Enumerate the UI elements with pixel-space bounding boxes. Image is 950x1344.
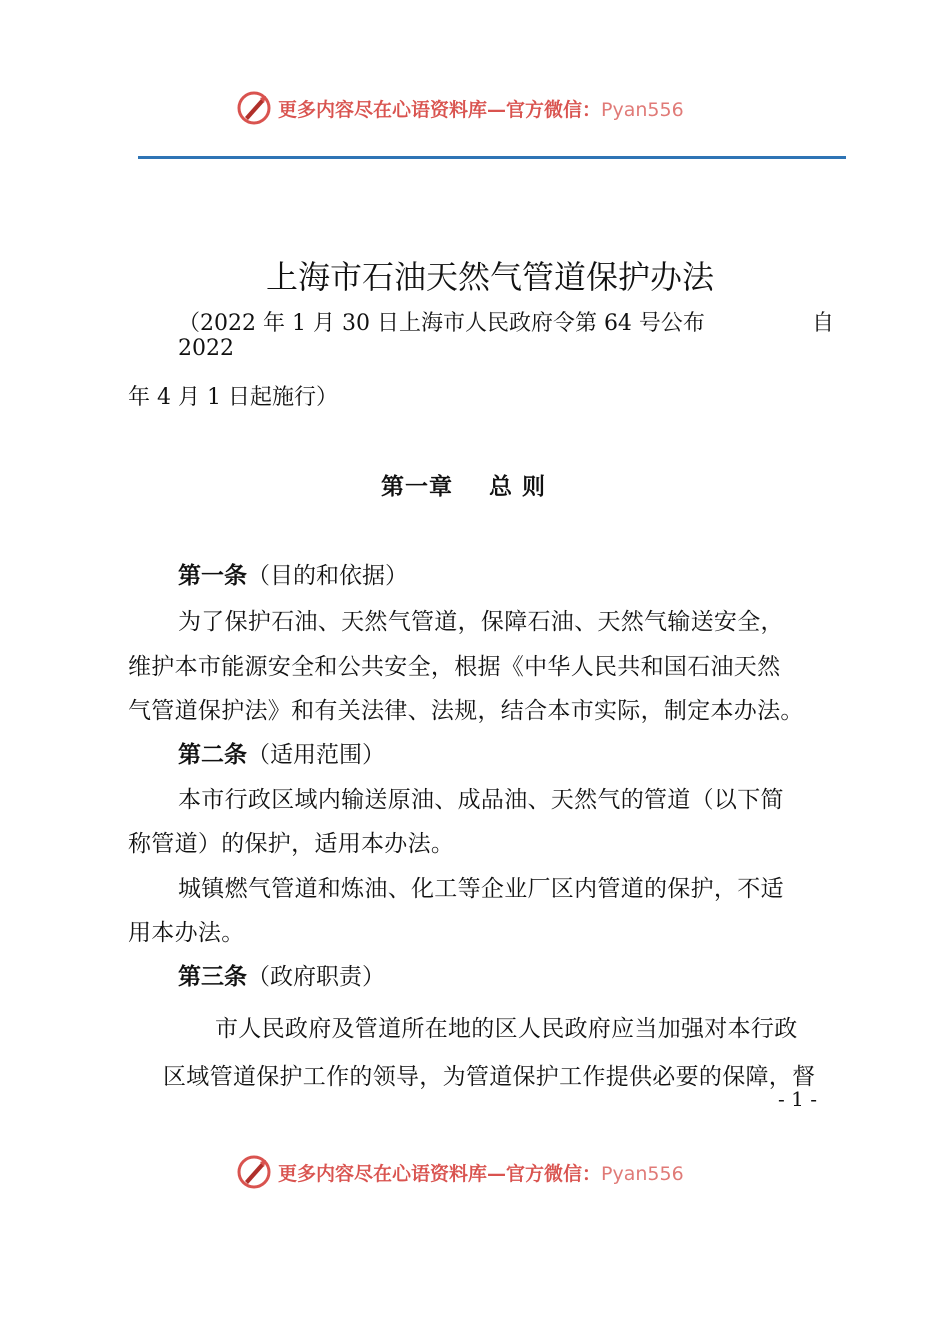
- banner-text: 更多内容尽在心语资料库—官方微信：: [278, 1162, 602, 1185]
- article-number: 第三条: [178, 964, 247, 990]
- paragraph-line: 区域管道保护工作的领导，为管道保护工作提供必要的保障，督: [163, 1064, 816, 1090]
- article-heading: [178, 958, 385, 991]
- logo-icon: [236, 90, 272, 126]
- paragraph-line: 维护本市能源安全和公共安全，根据《中华人民共和国石油天然: [128, 654, 781, 680]
- page-number: - 1 -: [778, 1087, 817, 1111]
- article-heading: [178, 736, 385, 769]
- banner-text: 更多内容尽在心语资料库—官方微信：: [278, 98, 602, 121]
- paragraph-line: 城镇燃气管道和炼油、化工等企业厂区内管道的保护，不适: [178, 876, 784, 902]
- subtitle-line-1: [178, 306, 834, 337]
- article-heading: [178, 557, 408, 590]
- paragraph-line: 为了保护石油、天然气管道，保障石油、天然气输送安全，: [178, 609, 784, 635]
- article-title: （政府职责）: [247, 964, 385, 990]
- banner-wechat-id: Pyan556: [601, 1162, 684, 1185]
- article-number: 第一条: [178, 563, 247, 589]
- paragraph-line: 市人民政府及管道所在地的区人民政府应当加强对本行政: [215, 1016, 798, 1042]
- article-number: 第二条: [178, 742, 247, 768]
- header-divider: [138, 156, 846, 159]
- paragraph-line: 用本办法。: [128, 920, 245, 946]
- subtitle-line-3: 年 4 月 1 日起施行）: [128, 385, 338, 410]
- article-title: （适用范围）: [247, 742, 385, 768]
- article-title: （目的和依据）: [247, 563, 408, 589]
- document-title: 上海市石油天然气管道保护办法: [265, 258, 714, 296]
- header-banner: [236, 88, 736, 128]
- logo-icon: [236, 1154, 272, 1190]
- paragraph-line: 本市行政区域内输送原油、成品油、天然气的管道（以下简: [178, 787, 784, 813]
- footer-banner: [236, 1152, 736, 1192]
- banner-wechat-id: Pyan556: [601, 98, 684, 121]
- paragraph-line: 称管道）的保护，适用本办法。: [128, 831, 455, 857]
- subtitle-line-2: 2022: [178, 336, 234, 361]
- subtitle-line-1-text: （2022 年 1 月 30 日上海市人民政府令第 64 号公布: [178, 311, 705, 336]
- subtitle-line-1-end: 自: [811, 311, 834, 336]
- chapter-heading: 第一章 总 则: [380, 474, 547, 500]
- paragraph-line: 气管道保护法》和有关法律、法规，结合本市实际，制定本办法。: [128, 698, 804, 724]
